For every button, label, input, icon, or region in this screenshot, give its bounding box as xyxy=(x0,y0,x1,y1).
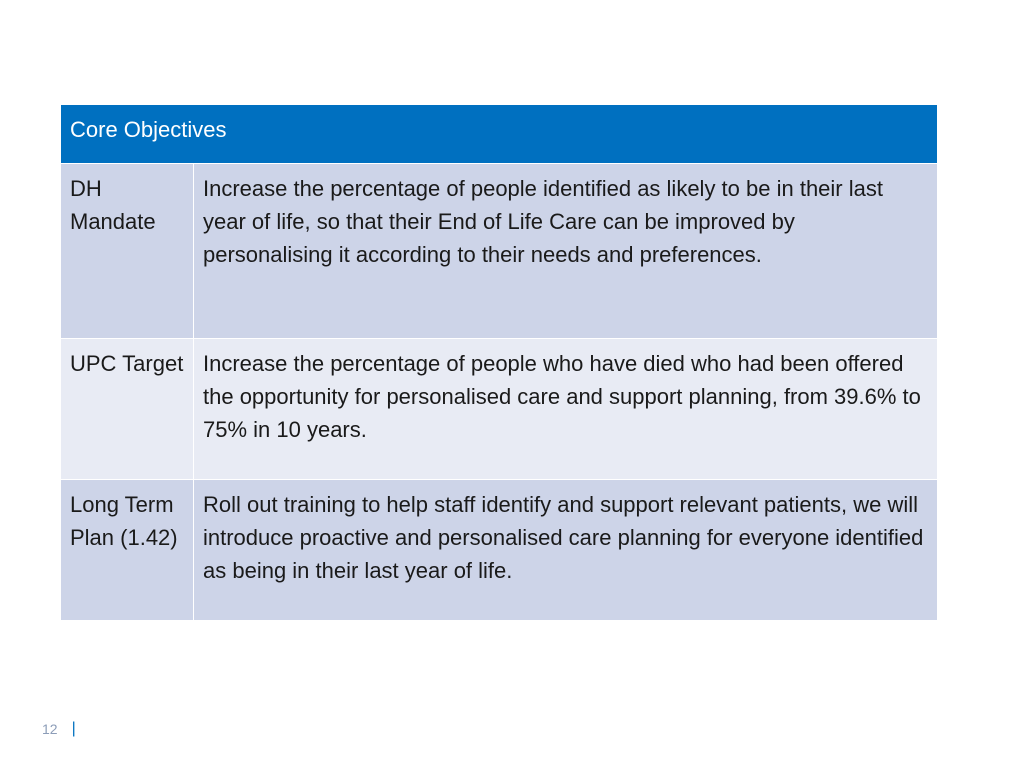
table-row xyxy=(61,339,938,480)
page-number: 12 xyxy=(42,721,58,737)
slide-footer xyxy=(42,720,76,738)
core-objectives-table xyxy=(60,104,938,621)
row-label: DH Mandate xyxy=(61,164,194,339)
row-text: Increase the percentage of people who have died who had been offered the opportunity for personalised care and support planning, from 39.6% to 75% in 10 years. xyxy=(194,339,938,480)
row-label: UPC Target xyxy=(61,339,194,480)
table-row xyxy=(61,164,938,339)
row-label: Long Term Plan (1.42) xyxy=(61,480,194,621)
row-text: Increase the percentage of people identified as likely to be in their last year of life, so that their End of Life Care can be improved by personalising it according to their needs and preferences. xyxy=(194,164,938,339)
table-header: Core Objectives xyxy=(61,105,938,164)
row-text: Roll out training to help staff identify and support relevant patients, we will introduce proactive and personalised care planning for everyone identified as being in their last year of life. xyxy=(194,480,938,621)
table-row xyxy=(61,480,938,621)
table-header-row xyxy=(61,105,938,164)
footer-separator: | xyxy=(71,720,76,737)
